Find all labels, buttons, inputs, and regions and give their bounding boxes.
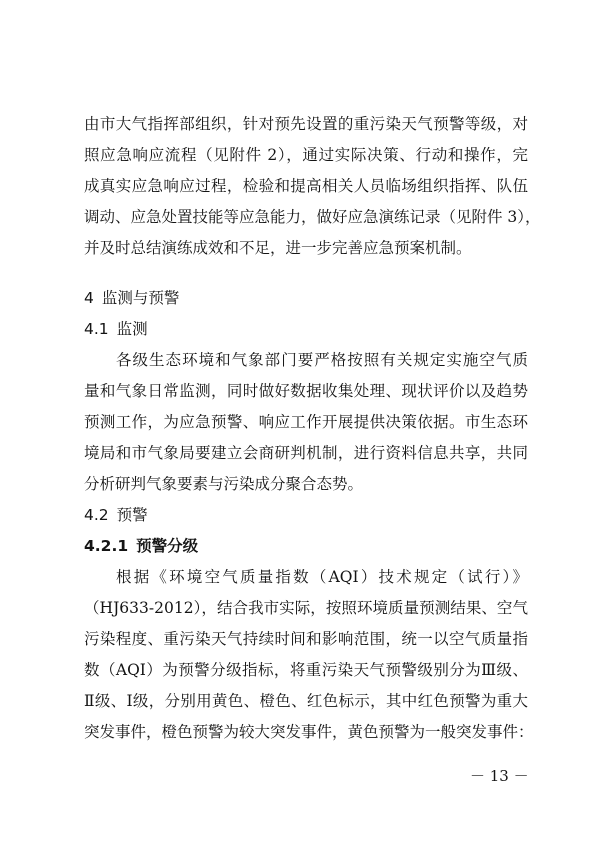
section-4-2-heading — [84, 505, 148, 525]
section-number: 4 — [84, 289, 94, 307]
body-line: 分析研判气象要素与污染成分聚合态势。 — [84, 475, 364, 493]
body-line: 突发事件，橙色预警为较大突发事件，黄色预警为一般突发事件： — [84, 723, 534, 741]
section-number: 4.2.1 — [84, 537, 129, 555]
intro-line: 照应急响应流程（见附件 2），通过实际决策、行动和操作，完 — [84, 146, 528, 164]
intro-line: 并及时总结演练成效和不足，进一步完善应急预案机制。 — [84, 239, 472, 257]
body-line: 境局和市气象局要建立会商研判机制，进行资料信息共享，共同 — [84, 444, 528, 462]
body-line: 各级生态环境和气象部门要严格按照有关规定实施空气质 — [116, 351, 528, 369]
section-title: 预警分级 — [136, 537, 199, 555]
section-4-2-1-heading — [84, 536, 198, 556]
section-number: 4.2 — [84, 506, 109, 524]
intro-line: 由市大气指挥部组织，针对预先设置的重污染天气预警等级，对 — [84, 115, 528, 133]
section-number: 4.1 — [84, 320, 109, 338]
section-title: 监测 — [116, 320, 148, 338]
section-title: 监测与预警 — [101, 289, 180, 307]
section-4-heading — [84, 288, 179, 308]
section-title: 预警 — [116, 506, 148, 524]
body-line: （HJ633-2012），结合我市实际，按照环境质量预测结果、空气 — [84, 599, 528, 617]
body-line: 数（AQI）为预警分级指标，将重污染天气预警级别分为Ⅲ级、 — [84, 661, 528, 679]
body-line: 根据《环境空气质量指数（AQI）技术规定（试行）》 — [116, 568, 528, 586]
body-line: 量和气象日常监测，同时做好数据收集处理、现状评价以及趋势 — [84, 382, 528, 400]
intro-line: 成真实应急响应过程，检验和提高相关人员临场组织指挥、队伍 — [84, 177, 528, 195]
intro-line: 调动、应急处置技能等应急能力，做好应急演练记录（见附件 3）， — [84, 208, 541, 226]
body-line: Ⅱ级、Ⅰ级，分别用黄色、橙色、红色标示，其中红色预警为重大 — [84, 692, 528, 710]
body-line: 污染程度、重污染天气持续时间和影响范围，统一以空气质量指 — [84, 630, 528, 648]
section-4-1-heading — [84, 319, 148, 339]
page-number: － 13 － — [470, 767, 529, 785]
body-line: 预测工作，为应急预警、响应工作开展提供决策依据。市生态环 — [84, 413, 528, 431]
